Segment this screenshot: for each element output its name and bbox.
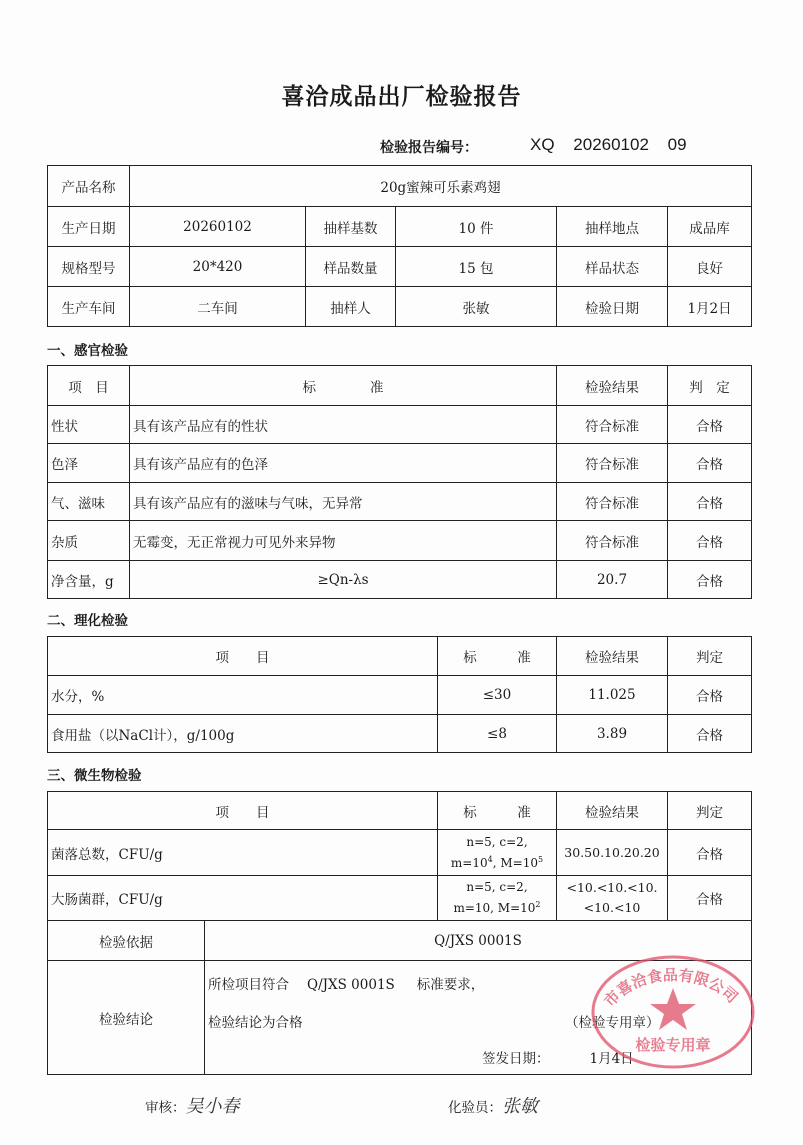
table-row xyxy=(48,715,752,753)
standard: 具有该产品应有的性状 xyxy=(130,406,557,444)
product-info-table xyxy=(47,165,752,327)
std-m: m=10 xyxy=(453,901,491,915)
std-line: n=5, c=2, xyxy=(466,834,528,849)
production-date: 20260102 xyxy=(130,207,306,247)
label: 样品数量 xyxy=(306,247,396,287)
exp: 4 xyxy=(487,854,493,864)
physchem-table xyxy=(47,636,752,753)
table-row xyxy=(48,561,752,599)
standard xyxy=(438,830,557,876)
item: 水分，% xyxy=(48,676,438,715)
standard: 无霉变，无正常视力可见外来异物 xyxy=(130,521,557,561)
exp: 5 xyxy=(537,854,544,864)
label: 样品状态 xyxy=(557,247,668,287)
exp: 2 xyxy=(535,900,541,909)
verdict: 合格 xyxy=(668,715,752,753)
stamp-note: （检验专用章） xyxy=(565,1015,660,1031)
inspector-signature-handwriting: 张敏 xyxy=(502,1096,538,1117)
result: 符合标准 xyxy=(557,444,668,483)
workshop: 二车间 xyxy=(130,287,306,327)
standard: ≤8 xyxy=(438,715,557,753)
report-number-label: 检验报告编号： xyxy=(380,140,478,156)
table-row xyxy=(48,483,752,521)
header: 标 准 xyxy=(438,792,557,830)
header: 项 目 xyxy=(48,366,130,406)
issue-date: 1月4日 xyxy=(589,1051,634,1067)
std-M: , M=10 xyxy=(492,855,538,870)
issue-date-label: 签发日期： xyxy=(482,1051,550,1067)
standard: ≥Qn-λs xyxy=(130,561,557,599)
star-icon xyxy=(650,988,696,1030)
result: 符合标准 xyxy=(557,406,668,444)
standard: ≤30 xyxy=(438,676,557,715)
table-row xyxy=(48,676,752,715)
text: 标准要求， xyxy=(416,977,485,993)
header: 检验结果 xyxy=(557,792,668,830)
sample-base: 10 件 xyxy=(396,207,557,247)
std-M: , M=10 xyxy=(490,901,536,915)
result: 11.025 xyxy=(557,676,668,715)
result: 3.89 xyxy=(557,715,668,753)
report-number: XQ 20260102 09 xyxy=(530,135,687,154)
sample-state: 良好 xyxy=(668,247,752,287)
header: 检验结果 xyxy=(557,366,668,406)
conclusion-line1 xyxy=(208,973,484,993)
verdict: 合格 xyxy=(668,830,752,876)
item: 食用盐（以NaCl计），g/100g xyxy=(48,715,438,753)
standard-code: Q/JXS 0001S xyxy=(307,977,395,993)
company-seal xyxy=(588,950,758,1070)
section-heading-sensory: 一、感官检验 xyxy=(47,343,128,359)
label: 抽样地点 xyxy=(557,207,668,247)
std-line: n=5, c=2, xyxy=(466,880,528,894)
item: 菌落总数，CFU/g xyxy=(48,830,438,876)
spec: 20*420 xyxy=(130,247,306,287)
label: 生产日期 xyxy=(48,207,130,247)
label: 检验日期 xyxy=(557,287,668,327)
verdict: 合格 xyxy=(668,676,752,715)
header: 项 目 xyxy=(48,637,438,676)
verdict: 合格 xyxy=(668,561,752,599)
table-row xyxy=(48,406,752,444)
seal-center-text: 检验专用章 xyxy=(635,1036,711,1054)
table-row xyxy=(48,521,752,561)
standard: 具有该产品应有的色泽 xyxy=(130,444,557,483)
verdict: 合格 xyxy=(668,876,752,921)
header: 标 准 xyxy=(130,366,557,406)
inspect-date: 1月2日 xyxy=(668,287,752,327)
sensory-table xyxy=(47,365,752,599)
verdict: 合格 xyxy=(668,444,752,483)
result: 30.50.10.20.20 xyxy=(557,830,668,876)
table-row xyxy=(48,830,752,876)
basis: Q/JXS 0001S xyxy=(205,921,752,961)
section-heading-physchem: 二、理化检验 xyxy=(47,613,128,629)
label: 抽样人 xyxy=(306,287,396,327)
label: 规格型号 xyxy=(48,247,130,287)
table-row xyxy=(48,876,752,921)
label: 产品名称 xyxy=(48,166,130,207)
header: 判 定 xyxy=(668,366,752,406)
verdict: 合格 xyxy=(668,406,752,444)
reviewer-label: 审核： xyxy=(145,1100,186,1116)
header: 判定 xyxy=(668,792,752,830)
verdict: 合格 xyxy=(668,521,752,561)
item: 净含量，g xyxy=(48,561,130,599)
product-name: 20g蜜辣可乐素鸡翅 xyxy=(130,166,752,207)
reviewer-signature-handwriting: 吴小春 xyxy=(185,1096,240,1117)
item: 气、滋味 xyxy=(48,483,130,521)
report-title: 喜洽成品出厂检验报告 xyxy=(281,84,522,110)
result: 符合标准 xyxy=(557,483,668,521)
section-heading-micro: 三、微生物检验 xyxy=(47,768,142,784)
item: 色泽 xyxy=(48,444,130,483)
result: <10.<10.<10.<10.<10 xyxy=(557,876,668,921)
result: 符合标准 xyxy=(557,521,668,561)
text: 所检项目符合 xyxy=(208,977,289,993)
reviewer-signature xyxy=(145,1092,240,1118)
seal-ring-text: 市喜洽食品有限公司 xyxy=(600,966,742,1011)
label: 抽样基数 xyxy=(306,207,396,247)
verdict: 合格 xyxy=(668,483,752,521)
sample-qty: 15 包 xyxy=(396,247,557,287)
sample-location: 成品库 xyxy=(668,207,752,247)
basis-label: 检验依据 xyxy=(48,921,205,961)
item: 杂质 xyxy=(48,521,130,561)
item: 性状 xyxy=(48,406,130,444)
std-m: m=10 xyxy=(450,855,488,870)
standard xyxy=(438,876,557,921)
header: 检验结果 xyxy=(557,637,668,676)
result: 20.7 xyxy=(557,561,668,599)
conclusion-label: 检验结论 xyxy=(48,961,205,1075)
item: 大肠菌群，CFU/g xyxy=(48,876,438,921)
conclusion-line2: 检验结论为合格 xyxy=(208,1015,303,1031)
inspector-signature xyxy=(448,1092,538,1118)
inspector-label: 化验员： xyxy=(448,1100,502,1116)
label: 生产车间 xyxy=(48,287,130,327)
header: 标 准 xyxy=(438,637,557,676)
header: 判定 xyxy=(668,637,752,676)
header: 项 目 xyxy=(48,792,438,830)
table-row xyxy=(48,444,752,483)
standard: 具有该产品应有的滋味与气味，无异常 xyxy=(130,483,557,521)
sampler: 张敏 xyxy=(396,287,557,327)
